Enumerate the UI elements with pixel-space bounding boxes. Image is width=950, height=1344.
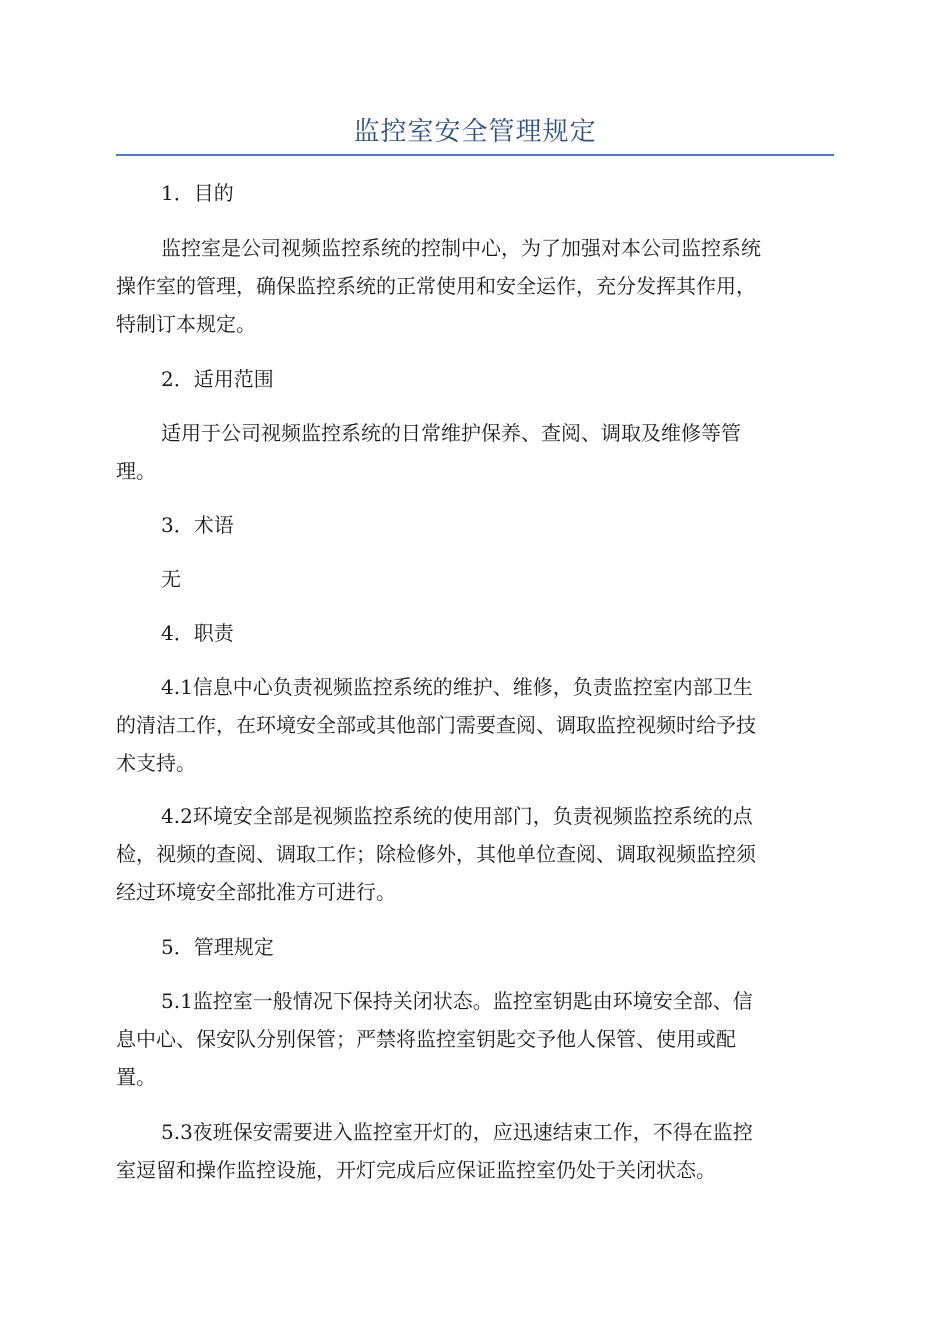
paragraph-scope xyxy=(116,414,834,490)
paragraph-line: 4.1信息中心负责视频监控系统的维护、维修，负责监控室内部卫生 xyxy=(161,675,753,699)
paragraph-line: 5．管理规定 xyxy=(161,935,274,959)
paragraph-line: 适用于公司视频监控系统的日常维护保养、查阅、调取及维修等管 xyxy=(161,421,741,445)
paragraph-purpose xyxy=(116,229,834,343)
paragraph-line: 5.3夜班保安需要进入监控室开灯的，应迅速结束工作，不得在监控 xyxy=(161,1120,753,1144)
paragraph-line: 3．术语 xyxy=(161,513,234,537)
document-title: 监控室安全管理规定 xyxy=(353,117,597,147)
paragraph-line: 4.2环境安全部是视频监控系统的使用部门，负责视频监控系统的点 xyxy=(161,804,753,828)
heading-regulations xyxy=(116,928,834,966)
paragraph-4-1 xyxy=(116,668,834,782)
paragraph-line: 4．职责 xyxy=(161,621,234,645)
paragraph-line: 的清洁工作，在环境安全部或其他部门需要查阅、调取监控视频时给予技 xyxy=(116,713,756,737)
heading-purpose xyxy=(116,174,834,212)
heading-terms xyxy=(116,506,834,544)
paragraph-line: 室逗留和操作监控设施，开灯完成后应保证监控室仍处于关闭状态。 xyxy=(116,1158,716,1182)
paragraph-line: 监控室是公司视频监控系统的控制中心，为了加强对本公司监控系统 xyxy=(161,236,761,260)
paragraph-line: 息中心、保安队分别保管；严禁将监控室钥匙交予他人保管、使用或配 xyxy=(116,1027,736,1051)
paragraph-4-2 xyxy=(116,797,834,911)
paragraph-line: 置。 xyxy=(116,1065,156,1089)
paragraph-5-1 xyxy=(116,982,834,1096)
paragraph-line: 2．适用范围 xyxy=(161,367,274,391)
paragraph-line: 术支持。 xyxy=(116,751,196,775)
paragraph-line: 经过环境安全部批准方可进行。 xyxy=(116,880,396,904)
paragraph-line: 1．目的 xyxy=(161,181,234,205)
paragraph-5-3 xyxy=(116,1113,834,1189)
paragraph-terms xyxy=(116,560,834,598)
paragraph-line: 检，视频的查阅、调取工作；除检修外，其他单位查阅、调取视频监控须 xyxy=(116,842,756,866)
paragraph-line: 特制订本规定。 xyxy=(116,312,256,336)
heading-scope xyxy=(116,360,834,398)
paragraph-line: 无 xyxy=(161,567,181,591)
paragraph-line: 理。 xyxy=(116,459,156,483)
title-underline xyxy=(116,154,834,156)
paragraph-line: 5.1监控室一般情况下保持关闭状态。监控室钥匙由环境安全部、信 xyxy=(161,989,753,1013)
paragraph-line: 操作室的管理，确保监控系统的正常使用和安全运作，充分发挥其作用， xyxy=(116,274,756,298)
heading-responsibilities xyxy=(116,614,834,652)
